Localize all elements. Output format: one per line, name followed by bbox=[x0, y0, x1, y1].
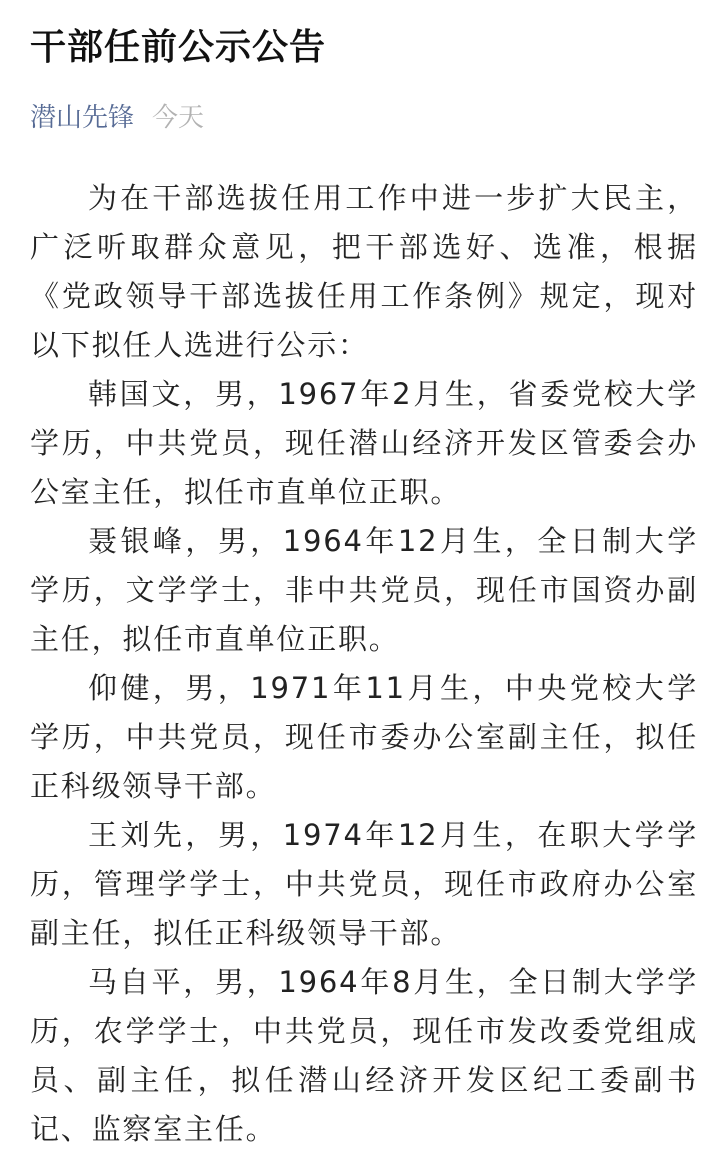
paragraph-candidate: 马自平，男，1964年8月生，全日制大学学历，农学学士，中共党员，现任市发改委党组成员、副主任，拟任潜山经济开发区纪工委副书记、监察室主任。 bbox=[30, 965, 698, 1146]
paragraph-candidate: 仰健，男，1971年11月生，中央党校大学学历，中共党员，现任市委办公室副主任，拟任正科级领导干部。 bbox=[30, 671, 698, 803]
paragraph-candidate: 聂银峰，男，1964年12月生，全日制大学学历，文学学士，非中共党员，现任市国资办副主任，拟任市直单位正职。 bbox=[30, 524, 698, 656]
article-title: 干部任前公示公告 bbox=[30, 27, 327, 68]
paragraph-intro: 为在干部选拔任用工作中进一步扩大民主，广泛听取群众意见，把干部选好、选准，根据《党政领导干部选拔任用工作条例》规定，现对以下拟任人选进行公示： bbox=[30, 181, 698, 362]
article-content bbox=[30, 174, 698, 1154]
paragraph-candidate: 王刘先，男，1974年12月生，在职大学学历，管理学学士，中共党员，现任市政府办公室副主任，拟任正科级领导干部。 bbox=[30, 818, 698, 950]
article-meta bbox=[30, 102, 698, 134]
account-name-link[interactable]: 潜山先锋 bbox=[30, 103, 135, 133]
paragraph-candidate: 韩国文，男，1967年2月生，省委党校大学学历，中共党员，现任潜山经济开发区管委会办公室主任，拟任市直单位正职。 bbox=[30, 377, 698, 509]
publish-time: 今天 bbox=[152, 103, 205, 133]
